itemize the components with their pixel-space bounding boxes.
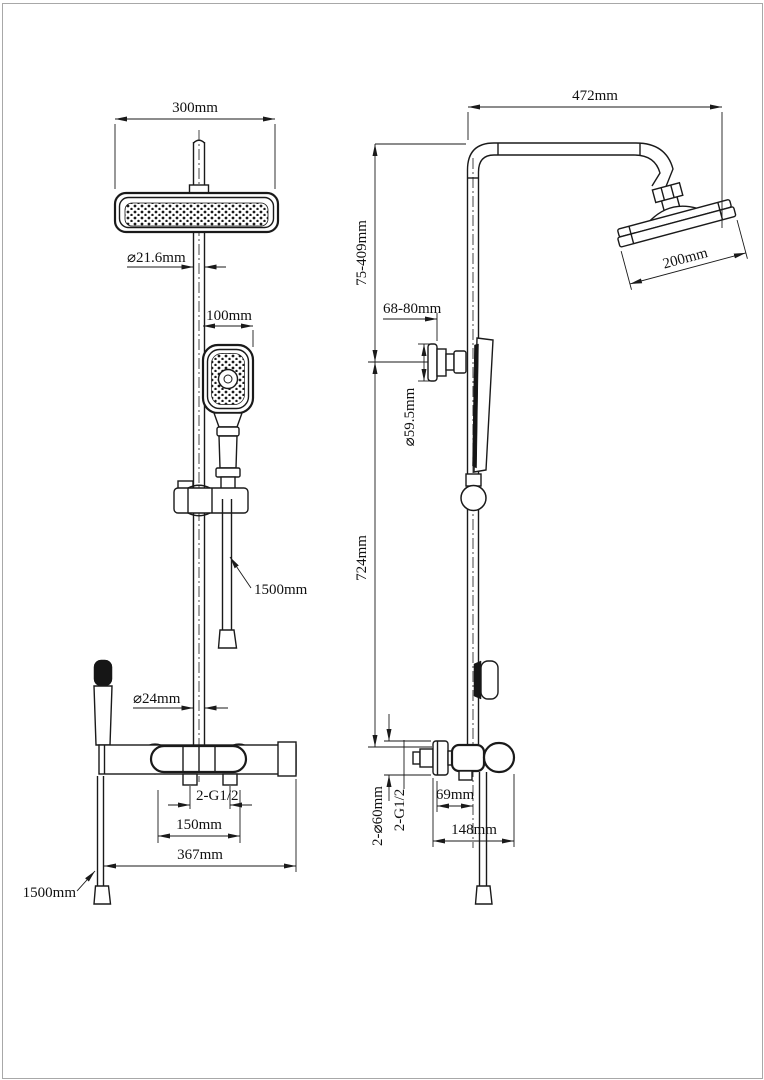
hand-shower-ball-end <box>461 486 486 511</box>
dim-label-body-width: 367mm <box>177 847 223 863</box>
side-view <box>354 88 747 904</box>
dim-side-outlet-thread <box>392 740 408 831</box>
dim-label-hand-shower-width: 100mm <box>206 308 252 324</box>
wand-handle <box>94 686 112 745</box>
dim-label-arm-reach: 472mm <box>572 88 618 104</box>
dim-front-head-width <box>115 100 275 189</box>
dim-front-pipe-dia <box>127 250 226 267</box>
front-hand-shower <box>203 345 253 499</box>
dim-label-wall-clearance: 68-80mm <box>383 301 442 317</box>
dim-front-inlet-thread <box>168 786 252 809</box>
dim-label-hand-hose-length: 1500mm <box>254 582 308 598</box>
side-hose-end-cap <box>476 886 493 904</box>
hose-end-cap <box>219 630 237 648</box>
front-spray-face <box>125 203 268 226</box>
side-inlet <box>420 749 433 767</box>
dim-label-wand-hose-length: 1500mm <box>22 885 76 901</box>
side-outlet-nut <box>459 771 472 780</box>
dim-side-valve-depth <box>433 774 514 847</box>
side-valve-body <box>452 745 484 771</box>
side-wall-flange <box>433 741 448 775</box>
dim-label-pipe-dia: ⌀21.6mm <box>127 250 186 266</box>
hand-shower-handle <box>219 436 237 468</box>
dim-label-flange-dia: 2-⌀60mm <box>370 786 386 846</box>
inlet-nut-right <box>223 774 237 785</box>
inlet-nut-left <box>183 774 197 785</box>
bracket-nut <box>454 351 466 373</box>
front-rain-shower-head <box>115 193 278 232</box>
dim-front-hand-shower-width <box>203 308 253 347</box>
front-wand-sprayer <box>94 660 112 745</box>
dim-side-bracket-dia <box>402 344 430 446</box>
front-mixer-bar <box>99 742 296 785</box>
hand-shower-neck <box>214 413 242 427</box>
dim-label-valve-depth: 148mm <box>451 822 497 838</box>
side-valve-handle <box>484 743 514 772</box>
dim-front-pole-dia <box>133 691 228 708</box>
dim-label-inlet-spacing: 150mm <box>176 817 222 833</box>
dim-label-column-height: 724mm <box>354 535 370 581</box>
bar-right-end <box>278 742 296 776</box>
side-rain-shower-head <box>608 171 736 247</box>
front-view <box>23 100 308 904</box>
dim-label-inlet-thread: 2-G1/2 <box>196 788 239 804</box>
dim-label-bracket-range: 75-409mm <box>354 220 370 286</box>
dim-label-outlet-thread: 2-G1/2 <box>392 788 408 832</box>
dim-front-wand-hose-length <box>23 871 95 901</box>
front-head-nut <box>190 185 209 193</box>
dim-label-head-width: 300mm <box>172 100 218 116</box>
dim-label-pole-dia: ⌀24mm <box>133 691 181 707</box>
front-slider-holder <box>174 481 248 516</box>
side-slider-holder <box>474 661 498 699</box>
dim-label-head-size: 200mm <box>661 245 710 273</box>
dim-front-hand-hose-length <box>230 557 308 598</box>
dim-side-wall-clearance <box>383 301 442 341</box>
front-wand-hose <box>94 776 111 904</box>
dim-side-outlet-offset <box>436 781 475 812</box>
dim-label-outlet-offset: 69mm <box>435 787 475 803</box>
dim-label-bracket-dia: ⌀59.5mm <box>402 387 418 447</box>
side-wall-bracket <box>428 344 466 381</box>
wand-hose-end-cap <box>94 886 111 904</box>
front-hand-hose <box>219 499 237 648</box>
